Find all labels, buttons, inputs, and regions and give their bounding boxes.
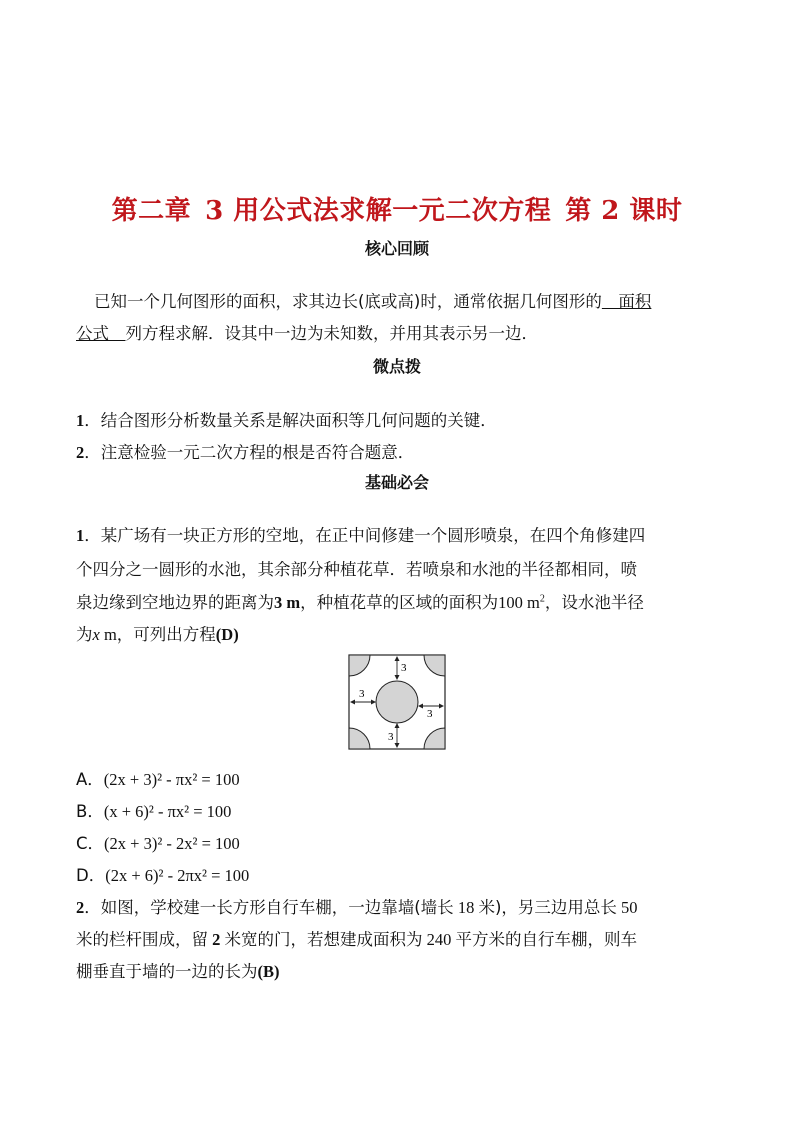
section-heading-core-review: 核心回顾: [364, 239, 429, 258]
question-2-line-2: 米的栏杆围成，留 2 米宽的门，若想建成面积为 240 平方米的自行车棚，则车: [76, 930, 637, 949]
option-d: D．(2x + 6)² - 2πx² = 100: [76, 866, 250, 885]
answer-blank-1: 面积: [601, 292, 652, 311]
title-period: 第 2 课时: [565, 196, 683, 226]
figure-label-bottom: 3: [388, 731, 394, 743]
question-2-line-3: 棚垂直于墙的一边的长为(B): [76, 962, 280, 981]
page-title: [0, 190, 794, 227]
option-b: B．(x + 6)² - πx² = 100: [76, 802, 232, 821]
title-lesson: 3 用公式法求解一元二次方程: [205, 196, 552, 226]
answer-blank-2: 公式: [76, 324, 126, 343]
section-heading-basics: 基础必会: [364, 473, 429, 492]
question-2-answer: (B): [257, 962, 280, 981]
question-1-answer: (D): [215, 625, 239, 644]
option-c: C．(2x + 3)² - 2x² = 100: [76, 834, 240, 853]
question-1-line-3: 泉边缘到空地边界的距离为3 m，种植花草的区域的面积为100 $m^2$，设水池半径: [76, 593, 644, 612]
square-plaza-diagram: [348, 654, 448, 752]
figure-label-right: 3: [427, 708, 433, 720]
title-chapter: 第二章: [111, 196, 192, 226]
figure-label-left: 3: [359, 688, 365, 700]
tip-item-2: 2．注意检验一元二次方程的根是否符合题意．: [76, 443, 415, 462]
option-a: A．(2x + 3)² - πx² = 100: [76, 770, 240, 789]
question-1-line-2: 个四分之一圆形的水池，其余部分种植花草．若喷泉和水池的半径都相同，喷: [76, 560, 637, 579]
central-fountain: [376, 681, 418, 723]
core-review-paragraph: 已知一个几何图形的面积，求其边长(底或高)时，通常依据几何图形的 面积 公式 列方程求解．设其中一边为未知数，并用其表示另一边．: [76, 292, 652, 343]
tip-item-1: 1．结合图形分析数量关系是解决面积等几何问题的关键．: [76, 411, 497, 430]
question-2-line-1: 2．如图，学校建一长方形自行车棚，一边靠墙(墙长 18 米)，另三边用总长 50: [76, 898, 638, 917]
question-1-line-1: 1．某广场有一块正方形的空地，在正中间修建一个圆形喷泉，在四个角修建四: [76, 526, 646, 545]
section-heading-tips: 微点拨: [372, 357, 421, 376]
figure-label-top: 3: [401, 662, 407, 674]
question-1-line-4: 为x m，可列出方程(D): [76, 625, 239, 644]
question-1-figure: [348, 654, 448, 756]
